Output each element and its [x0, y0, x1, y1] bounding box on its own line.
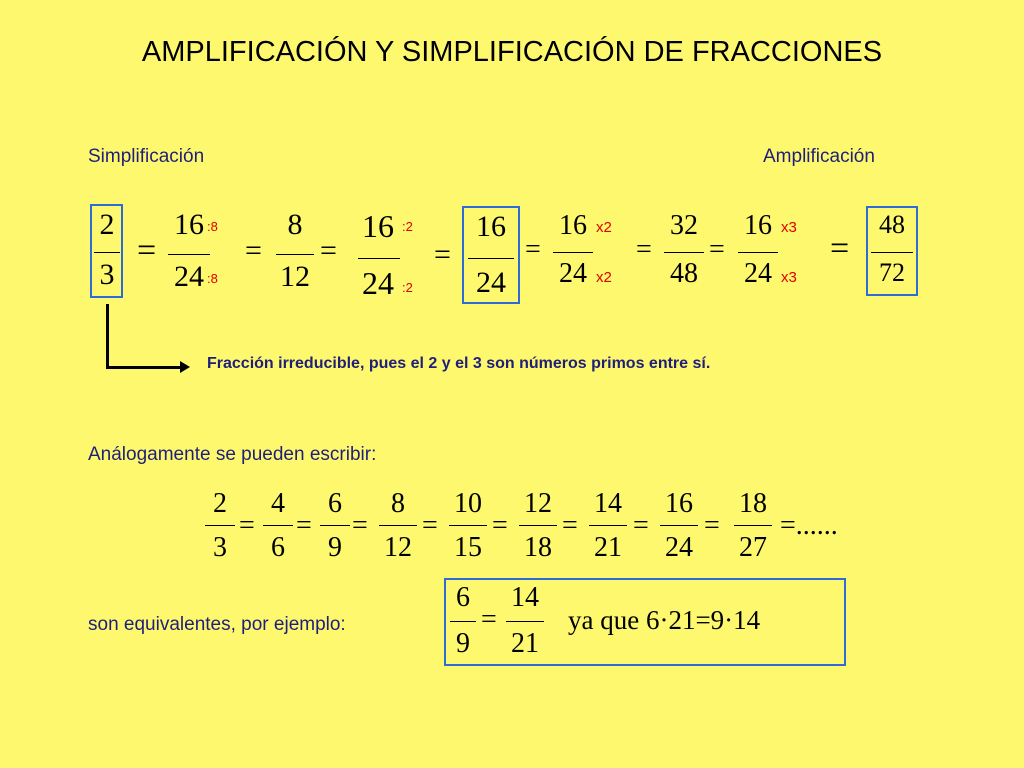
series-fraction	[205, 490, 235, 570]
amplification-label: Amplificación	[763, 146, 875, 167]
denominator: 27	[739, 532, 767, 563]
numerator: 48	[879, 210, 905, 239]
numerator: 16	[744, 210, 772, 241]
example-reason: ya que 6·21=9·14	[568, 605, 761, 635]
fraction-2-3	[94, 210, 120, 296]
fraction-bar	[589, 525, 627, 526]
equals-sign: =	[239, 510, 255, 541]
numerator: 32	[670, 210, 698, 241]
fraction-bar	[94, 252, 120, 253]
equals-sign: =	[636, 234, 652, 265]
denominator: 24	[665, 532, 693, 563]
numerator: 16	[559, 210, 587, 241]
numerator: 6	[456, 582, 470, 613]
numerator: 16	[362, 208, 394, 244]
fraction-bar	[519, 525, 557, 526]
denominator: 24	[476, 266, 506, 299]
denominator: 24	[174, 260, 204, 293]
numerator: 16	[476, 210, 506, 243]
denominator: 9	[456, 628, 470, 659]
operator-multiply-num: x3	[781, 219, 797, 236]
fraction-bar	[263, 525, 293, 526]
denominator: 21	[511, 628, 539, 659]
numerator: 18	[739, 488, 767, 519]
fraction-16-24	[168, 210, 210, 296]
example-fraction-14-21	[506, 584, 544, 664]
numerator: 12	[524, 488, 552, 519]
series-continuation: =......	[780, 510, 838, 541]
denominator: 12	[280, 260, 310, 293]
arrow-stem	[106, 304, 109, 368]
numerator: 8	[287, 208, 303, 241]
fraction-bar	[205, 525, 235, 526]
operator-divide-num: :2	[402, 219, 413, 234]
operator-multiply-den: x3	[781, 269, 797, 286]
equals-sign: =	[633, 510, 649, 541]
denominator: 12	[384, 532, 412, 563]
numerator: 10	[454, 488, 482, 519]
denominator: 15	[454, 532, 482, 563]
denominator: 48	[670, 258, 698, 289]
fraction-bar	[468, 258, 514, 259]
series-fraction	[589, 490, 627, 570]
fraction-bar	[553, 252, 593, 253]
series-fraction	[263, 490, 293, 570]
numerator: 16	[174, 208, 204, 241]
numerator: 2	[213, 488, 227, 519]
numerator: 14	[594, 488, 622, 519]
equals-sign: =	[709, 234, 725, 265]
fraction-16-24	[468, 212, 514, 300]
equivalents-label: son equivalentes, por ejemplo:	[88, 614, 346, 635]
fraction-bar	[276, 254, 314, 255]
equals-sign: =	[562, 510, 578, 541]
simplification-label: Simplificación	[88, 146, 205, 167]
fraction-16-24	[738, 212, 778, 292]
numerator: 8	[391, 488, 405, 519]
denominator: 24	[362, 265, 394, 301]
numerator: 14	[511, 582, 539, 613]
denominator: 24	[744, 258, 772, 289]
arrow-shaft	[106, 366, 182, 369]
irreducible-note: Fracción irreducible, pues el 2 y el 3 son números primos entre sí.	[207, 355, 711, 372]
equals-sign: =	[830, 230, 850, 267]
operator-divide-den: :2	[402, 280, 413, 295]
fraction-bar	[358, 258, 400, 259]
denominator: 3	[213, 532, 227, 563]
fraction-bar	[168, 254, 210, 255]
page-title: AMPLIFICACIÓN Y SIMPLIFICACIÓN DE FRACCIONES	[141, 36, 883, 68]
series-fraction	[449, 490, 487, 570]
series-fraction	[320, 490, 350, 570]
numerator: 16	[665, 488, 693, 519]
equals-sign: =	[245, 234, 262, 267]
fraction-16-24	[356, 210, 400, 302]
equals-sign: =	[422, 510, 438, 541]
denominator: 21	[594, 532, 622, 563]
denominator: 3	[99, 258, 115, 291]
denominator: 24	[559, 258, 587, 289]
fraction-bar	[506, 621, 544, 622]
fraction-bar	[379, 525, 417, 526]
equals-sign: =	[296, 510, 312, 541]
series-fraction	[519, 490, 557, 570]
equals-sign: =	[492, 510, 508, 541]
denominator: 72	[879, 258, 905, 287]
fraction-8-12	[276, 210, 314, 296]
series-fraction	[734, 490, 772, 570]
fraction-bar	[871, 252, 913, 253]
equals-sign: =	[352, 510, 368, 541]
equals-sign: =	[704, 510, 720, 541]
numerator: 6	[328, 488, 342, 519]
denominator: 18	[524, 532, 552, 563]
fraction-48-72	[871, 212, 913, 292]
equals-sign: =	[525, 234, 541, 265]
arrow-head-icon	[180, 361, 190, 373]
fraction-bar	[320, 525, 350, 526]
series-fraction	[379, 490, 417, 570]
series-fraction	[660, 490, 698, 570]
numerator: 4	[271, 488, 285, 519]
analogously-label: Análogamente se pueden escribir:	[88, 444, 377, 465]
equals-sign: =	[137, 232, 157, 269]
example-fraction-6-9	[450, 584, 476, 664]
equals-sign: =	[434, 238, 451, 271]
fraction-bar	[664, 252, 704, 253]
denominator: 6	[271, 532, 285, 563]
fraction-bar	[738, 252, 778, 253]
operator-multiply-den: x2	[596, 269, 612, 286]
numerator: 2	[99, 208, 115, 241]
fraction-bar	[449, 525, 487, 526]
operator-divide-den: :8	[207, 271, 218, 286]
fraction-32-48	[664, 212, 704, 292]
fraction-bar	[734, 525, 772, 526]
operator-divide-num: :8	[207, 219, 218, 234]
equals-sign: =	[481, 604, 497, 635]
equals-sign: =	[320, 234, 337, 267]
fraction-bar	[660, 525, 698, 526]
operator-multiply-num: x2	[596, 219, 612, 236]
fraction-bar	[450, 621, 476, 622]
fraction-16-24	[553, 212, 593, 292]
denominator: 9	[328, 532, 342, 563]
